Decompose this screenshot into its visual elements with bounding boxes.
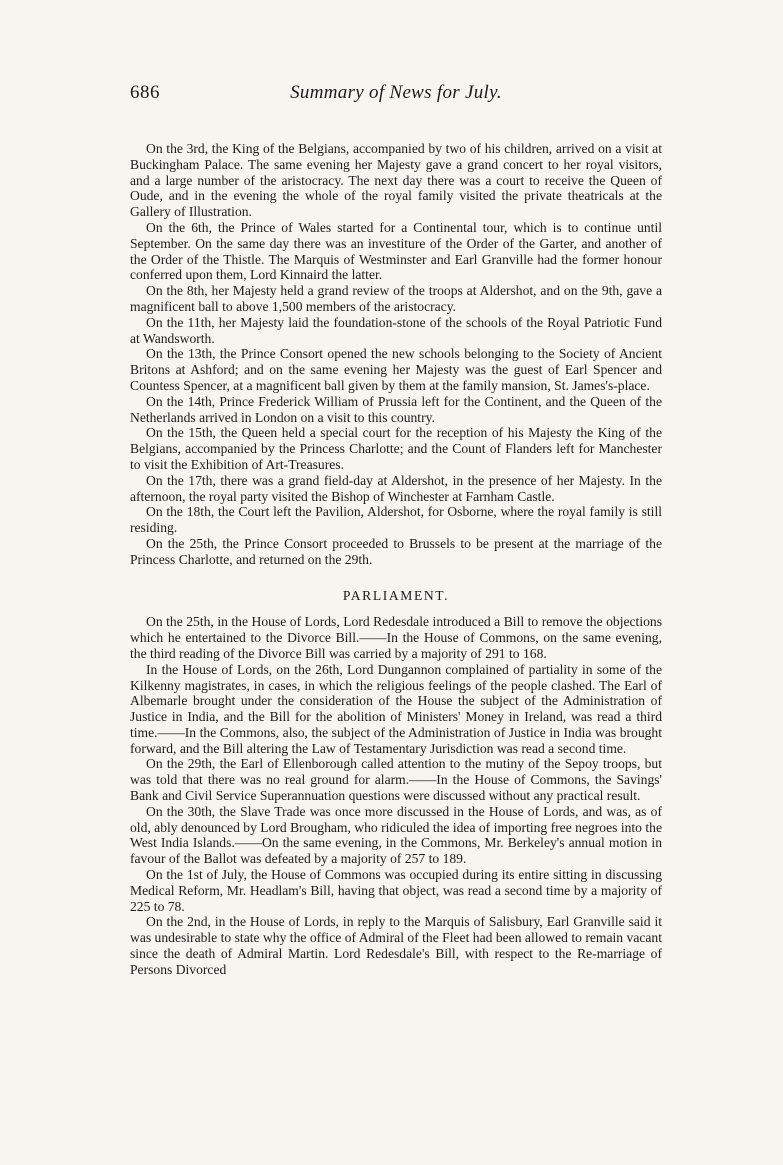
parliament-paragraph-4: On the 30th, the Slave Trade was once more discussed in the House of Lords, and was, as of old, ably denounced by Lord Brougham, who ridiculed the idea of importing free negroes into the West India Islands.——On the same evening, in the Commons, Mr. Berkeley's annual motion in favour of the Ballot was defeated by a majority of 257 to 189. (130, 803, 662, 867)
parliament-paragraph-6: On the 2nd, in the House of Lords, in reply to the Marquis of Salisbury, Earl Granville said it was undesirable to state why the office of Admiral of the Fleet had been allowed to remain vacant since the death of Admiral Martin. Lord Redesdale's Bill, with respect to the Re-marriage of Persons Divorced (130, 914, 662, 977)
parliament-paragraph-3: On the 29th, the Earl of Ellenborough called attention to the mutiny of the Sepoy troops, but was told that there was no real ground for alarm.——In the House of Commons, the Savings' Bank and Civil Service Superannuation questions were discussed without any practical result. (130, 756, 662, 804)
parliament-paragraph-5: On the 1st of July, the House of Commons was occupied during its entire sitting in discussing Medical Reform, Mr. Headlam's Bill, having that object, was read a second time by a majority of 225 to 78. (130, 867, 662, 914)
court-paragraph-8: On the 17th, there was a grand field-day at Aldershot, in the presence of her Majesty. In the afternoon, the royal party visited the Bishop of Winchester at Farnham Castle. (130, 472, 662, 504)
article-body (130, 141, 662, 978)
page-header (130, 80, 662, 110)
running-title: Summary of News for July. (290, 82, 502, 103)
court-paragraph-7: On the 15th, the Queen held a special court for the reception of his Majesty the King of the Belgians, accompanied by the Princess Charlotte; and the Count of Flanders left for Manchester to visit the Exhibition of Art-Treasures. (130, 425, 662, 472)
court-paragraph-1: On the 3rd, the King of the Belgians, accompanied by two of his children, arrived on a visit at Buckingham Palace. The same evening her Majesty gave a grand concert to her royal visitors, and a large number of the aristocracy. The next day there was a court to receive the Queen of Oude, and in the evening the whole of the royal family visited the private theatricals at the Gallery of Illustration. (130, 141, 662, 220)
court-paragraph-9: On the 18th, the Court left the Pavilion, Aldershot, for Osborne, where the royal family is still residing. (130, 504, 662, 536)
court-paragraph-6: On the 14th, Prince Frederick William of Prussia left for the Continent, and the Queen of the Netherlands arrived in London on a visit to this country. (130, 393, 662, 425)
page-number: 686 (130, 82, 160, 103)
court-paragraph-3: On the 8th, her Majesty held a grand review of the troops at Aldershot, and on the 9th, gave a magnificent ball to above 1,500 members of the aristocracy. (130, 283, 662, 314)
court-paragraph-10: On the 25th, the Prince Consort proceeded to Brussels to be present at the marriage of the Princess Charlotte, and returned on the 29th. (130, 535, 662, 567)
court-paragraph-5: On the 13th, the Prince Consort opened the new schools belonging to the Society of Ancient Britons at Ashford; and on the same evening her Majesty was the guest of Earl Spencer and Countess Spencer, at a magnificent ball given by them at the family mansion, St. James's-place. (130, 346, 662, 393)
parliament-paragraph-1: On the 25th, in the House of Lords, Lord Redesdale introduced a Bill to remove the objections which he entertained to the Divorce Bill.——In the House of Commons, on the same evening, the third reading of the Divorce Bill was carried by a majority of 291 to 168. (130, 614, 662, 661)
court-paragraph-4: On the 11th, her Majesty laid the foundation-stone of the schools of the Royal Patriotic Fund at Wandsworth. (130, 314, 662, 346)
section-heading-parliament: PARLIAMENT. (342, 587, 450, 603)
parliament-paragraph-2: In the House of Lords, on the 26th, Lord Dungannon complained of partiality in some of the Kilkenny magistrates, in cases, in which the religious feelings of the people clashed. The Earl of Albemarle brought under the consideration of the House the subject of the Administration of Justice in India, and the Bill for the abolition of Ministers' Money in Ireland, was read a third time.——In the Commons, also, the subject of the Administration of Justice in India was brought forward, and the Bill altering the Law of Testamentary Jurisdiction was read a second time. (130, 661, 662, 756)
court-paragraph-2: On the 6th, the Prince of Wales started for a Continental tour, which is to continue until September. On the same day there was an investiture of the Order of the Garter, and another of the Order of the Thistle. The Marquis of Westminster and Earl Granville had the former honour conferred upon them, Lord Kinnaird the latter. (130, 219, 662, 283)
